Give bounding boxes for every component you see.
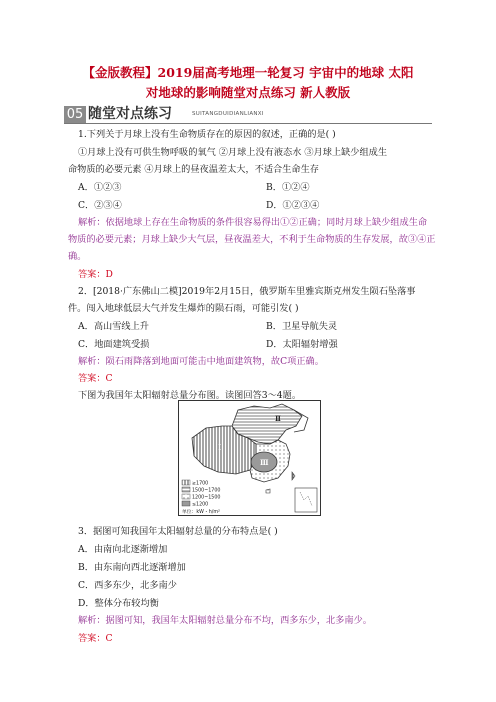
- legend-item-1: ≥1700: [192, 481, 209, 487]
- legend-item-2: 1500~1700: [192, 488, 221, 494]
- title-line-1: 【金版教程】2019届高考地理一轮复习 宇宙中的地球 太阳: [82, 65, 414, 80]
- q3-option-c: C．西多东少，北多南少: [78, 580, 177, 591]
- map-intro: 下图为我国年太阳辐射总量分布图。读图回答3～4题。: [78, 390, 302, 401]
- legend-item-3: 1200~1500: [192, 495, 221, 501]
- map-island-hainan: [266, 489, 270, 493]
- q3-option-d: D．整体分布较均衡: [78, 598, 159, 609]
- q3-option-b: B．由东南向西北逐渐增加: [78, 562, 186, 573]
- q1-option-d: D．①②③④: [266, 200, 320, 211]
- document-title: [40, 63, 456, 103]
- section-number: 05: [64, 106, 86, 123]
- q2-analysis: 解析：陨石雨降落到地面可能击中地面建筑物，故C项正确。: [78, 356, 324, 367]
- q2-option-b: B．卫星导航失灵: [266, 321, 338, 332]
- q2-option-c: C．地面建筑受损: [78, 339, 150, 350]
- q1-analysis-line-2: 物质的必要元素；月球上缺少大气层，昼夜温差大，不利于生命物质的生存发展，故③④正: [68, 234, 436, 245]
- q3-analysis: 解析：据图可知，我国年太阳辐射总量分布不均，西多东少，北多南少。: [78, 615, 372, 626]
- q1-answer: 答案：D: [78, 269, 113, 280]
- map-label-2: Ⅱ: [275, 414, 281, 423]
- solar-radiation-map: [178, 400, 321, 516]
- q1-stem: 1.下列关于月球上没有生命物质存在的原因的叙述，正确的是( ): [78, 129, 336, 140]
- q1-facts-line-1: ①月球上没有可供生物呼吸的氧气 ②月球上没有液态水 ③月球上缺少组成生: [78, 147, 388, 158]
- q1-analysis-line-1: 解析：依据地球上存在生命物质的条件很容易得出①②正确；同时月球上缺少组成生命: [78, 217, 428, 228]
- map-inset-frame: [295, 488, 317, 512]
- q1-analysis-line-3: 确。: [68, 251, 87, 262]
- section-divider: [64, 123, 432, 124]
- q3-stem: 3．据图可知我国年太阳辐射总量的分布特点是( ): [78, 526, 278, 537]
- q3-answer: 答案：C: [78, 633, 113, 644]
- q1-option-a: A．①②③: [78, 182, 122, 193]
- legend-item-4: ≤1200: [192, 502, 209, 508]
- map-label-3: Ⅲ: [260, 458, 269, 467]
- q3-option-a: A．由南向北逐渐增加: [78, 544, 168, 555]
- q2-option-a: A．高山雪线上升: [78, 321, 149, 332]
- section-pinyin: SUITANGDUIDIANLIANXI: [192, 111, 264, 117]
- section-name: 随堂对点练习: [88, 106, 172, 122]
- q2-stem-line-2: 件。闯入地球低层大气并发生爆炸的陨石雨，可能引发( ): [68, 303, 299, 314]
- q1-facts-line-2: 命物质的必要元素 ④月球上的昼夜温差太大，不适合生命生存: [68, 164, 319, 175]
- q2-stem-line-1: 2．[2018·广东佛山二模]2019年2月15日，俄罗斯车里雅宾斯克州发生陨石坠落事: [78, 286, 416, 297]
- map-label-1: Ⅰ: [218, 443, 222, 452]
- legend-unit: 单位：kW・h/m²: [182, 510, 220, 515]
- q1-option-b: B．①②④: [266, 182, 310, 193]
- title-line-2: 对地球的影响随堂对点练习 新人教版: [145, 85, 351, 100]
- q2-option-d: D．太阳辐射增强: [266, 339, 338, 350]
- section-header: [64, 106, 432, 124]
- q2-answer: 答案：C: [78, 373, 113, 384]
- q1-option-c: C．②③④: [78, 200, 122, 211]
